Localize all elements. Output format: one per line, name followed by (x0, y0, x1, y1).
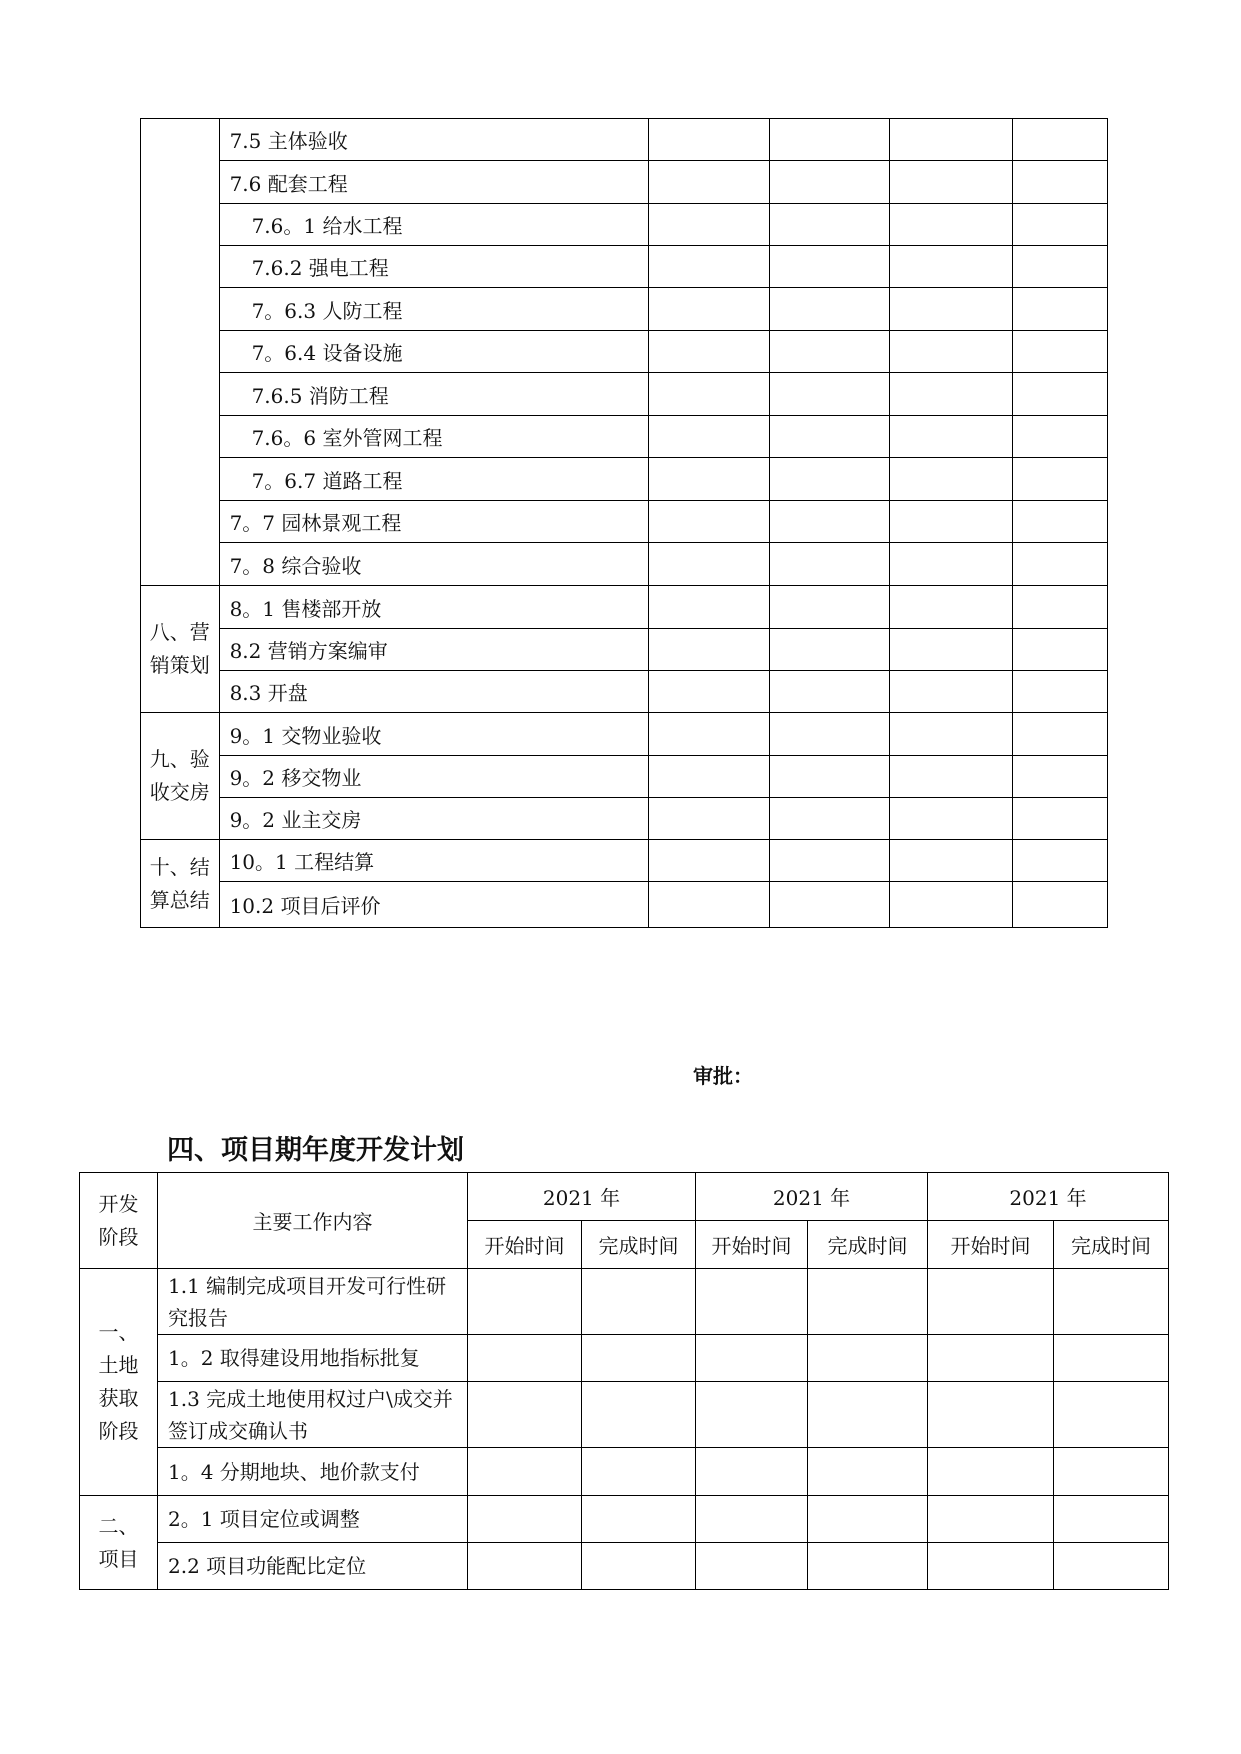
table-row (141, 543, 1108, 586)
work-item-cell: 8.3 开盘 (219, 671, 648, 713)
stage-cell: 九、验收交房 (141, 713, 220, 840)
date-cell (769, 119, 890, 161)
stage-cell: 八、营销策划 (141, 586, 220, 713)
schedule-table-continued (140, 118, 1108, 928)
table-row (141, 458, 1108, 501)
date-cell (696, 1448, 808, 1496)
table-row (141, 671, 1108, 713)
date-cell (890, 416, 1013, 458)
date-cell (468, 1448, 582, 1496)
date-cell (890, 671, 1013, 713)
date-cell (890, 119, 1013, 161)
date-cell (890, 798, 1013, 840)
table-row (80, 1269, 1169, 1335)
date-cell (808, 1448, 928, 1496)
work-item-cell: 2。1 项目定位或调整 (158, 1496, 468, 1543)
table-row (141, 331, 1108, 373)
date-cell (648, 288, 769, 331)
work-item-cell: 8。1 售楼部开放 (219, 586, 648, 629)
date-cell (808, 1382, 928, 1448)
date-cell (648, 373, 769, 416)
date-cell (1013, 331, 1108, 373)
year-header: 2021 年 (928, 1173, 1169, 1221)
work-item-cell: 7.6。1 给水工程 (219, 204, 648, 246)
table-row (141, 586, 1108, 629)
date-cell (1054, 1496, 1169, 1543)
table-row (141, 713, 1108, 756)
date-cell (769, 756, 890, 798)
table-row (80, 1496, 1169, 1543)
date-cell (582, 1496, 696, 1543)
date-cell (648, 246, 769, 288)
date-cell (648, 161, 769, 204)
stage-cell (141, 119, 220, 586)
work-item-cell: 7。6.7 道路工程 (219, 458, 648, 501)
date-cell (808, 1335, 928, 1382)
date-cell (769, 629, 890, 671)
date-cell (582, 1543, 696, 1590)
date-cell (890, 756, 1013, 798)
start-time-header: 开始时间 (696, 1221, 808, 1269)
table-row (80, 1382, 1169, 1448)
date-cell (468, 1543, 582, 1590)
work-item-cell: 7.6.2 强电工程 (219, 246, 648, 288)
date-cell (1013, 882, 1108, 928)
date-cell (1013, 161, 1108, 204)
work-item-cell: 8.2 营销方案编审 (219, 629, 648, 671)
work-item-cell: 9。2 业主交房 (219, 798, 648, 840)
end-time-header: 完成时间 (808, 1221, 928, 1269)
date-cell (648, 671, 769, 713)
date-cell (928, 1496, 1054, 1543)
date-cell (890, 373, 1013, 416)
date-cell (696, 1335, 808, 1382)
stage-header: 开发阶段 (80, 1173, 158, 1269)
end-time-header: 完成时间 (1054, 1221, 1169, 1269)
stage-cell: 一、土地获取阶段 (80, 1269, 158, 1496)
date-cell (808, 1496, 928, 1543)
date-cell (808, 1269, 928, 1335)
date-cell (1054, 1543, 1169, 1590)
date-cell (1013, 586, 1108, 629)
date-cell (648, 458, 769, 501)
work-item-cell: 7.6.5 消防工程 (219, 373, 648, 416)
table-row (141, 501, 1108, 543)
end-time-header: 完成时间 (582, 1221, 696, 1269)
date-cell (769, 713, 890, 756)
date-cell (648, 713, 769, 756)
date-cell (696, 1543, 808, 1590)
work-item-cell: 7.6。6 室外管网工程 (219, 416, 648, 458)
work-item-cell: 7。7 园林景观工程 (219, 501, 648, 543)
content-header: 主要工作内容 (158, 1173, 468, 1269)
work-item-cell: 9。1 交物业验收 (219, 713, 648, 756)
date-cell (769, 161, 890, 204)
work-item-cell: 9。2 移交物业 (219, 756, 648, 798)
table-row (141, 288, 1108, 331)
date-cell (696, 1382, 808, 1448)
date-cell (1013, 119, 1108, 161)
start-time-header: 开始时间 (468, 1221, 582, 1269)
date-cell (1013, 373, 1108, 416)
table-row (80, 1448, 1169, 1496)
stage-cell: 二、项目 (80, 1496, 158, 1590)
work-item-cell: 1。4 分期地块、地价款支付 (158, 1448, 468, 1496)
date-cell (582, 1448, 696, 1496)
annual-development-plan-table (79, 1172, 1169, 1590)
date-cell (928, 1448, 1054, 1496)
date-cell (468, 1335, 582, 1382)
date-cell (648, 416, 769, 458)
work-item-cell: 1.1 编制完成项目开发可行性研究报告 (158, 1269, 468, 1335)
date-cell (769, 798, 890, 840)
date-cell (928, 1543, 1054, 1590)
date-cell (890, 501, 1013, 543)
date-cell (1054, 1448, 1169, 1496)
approval-label: 审批： (693, 1064, 753, 1088)
date-cell (769, 586, 890, 629)
work-item-cell: 1.3 完成土地使用权过户\成交并签订成交确认书 (158, 1382, 468, 1448)
date-cell (769, 671, 890, 713)
date-cell (890, 288, 1013, 331)
work-item-cell: 7.5 主体验收 (219, 119, 648, 161)
work-item-cell: 10.2 项目后评价 (219, 882, 648, 928)
date-cell (890, 840, 1013, 882)
date-cell (769, 416, 890, 458)
date-cell (890, 882, 1013, 928)
work-item-cell: 7。6.3 人防工程 (219, 288, 648, 331)
date-cell (890, 331, 1013, 373)
date-cell (890, 629, 1013, 671)
date-cell (890, 246, 1013, 288)
date-cell (1013, 713, 1108, 756)
date-cell (890, 204, 1013, 246)
date-cell (890, 713, 1013, 756)
date-cell (890, 543, 1013, 586)
work-item-cell: 7。6.4 设备设施 (219, 331, 648, 373)
date-cell (1013, 798, 1108, 840)
date-cell (468, 1382, 582, 1448)
year-header: 2021 年 (696, 1173, 928, 1221)
date-cell (648, 543, 769, 586)
date-cell (648, 882, 769, 928)
date-cell (1013, 756, 1108, 798)
date-cell (648, 798, 769, 840)
table-row (141, 840, 1108, 882)
date-cell (890, 161, 1013, 204)
date-cell (1013, 840, 1108, 882)
date-cell (769, 882, 890, 928)
date-cell (1054, 1382, 1169, 1448)
date-cell (1013, 501, 1108, 543)
table-row (141, 798, 1108, 840)
date-cell (928, 1269, 1054, 1335)
work-item-cell: 7.6 配套工程 (219, 161, 648, 204)
date-cell (648, 204, 769, 246)
date-cell (696, 1269, 808, 1335)
date-cell (1013, 288, 1108, 331)
date-cell (769, 246, 890, 288)
date-cell (648, 629, 769, 671)
date-cell (582, 1382, 696, 1448)
section-title: 四、项目期年度开发计划 (167, 1135, 464, 1166)
date-cell (769, 331, 890, 373)
date-cell (1013, 543, 1108, 586)
table-row (141, 756, 1108, 798)
date-cell (696, 1496, 808, 1543)
table-row (80, 1543, 1169, 1590)
date-cell (1013, 416, 1108, 458)
date-cell (648, 119, 769, 161)
table-row (80, 1335, 1169, 1382)
date-cell (1013, 629, 1108, 671)
table-row (141, 882, 1108, 928)
work-item-cell: 7。8 综合验收 (219, 543, 648, 586)
date-cell (928, 1382, 1054, 1448)
date-cell (1054, 1335, 1169, 1382)
date-cell (769, 288, 890, 331)
date-cell (1013, 671, 1108, 713)
table-row (141, 246, 1108, 288)
date-cell (1013, 246, 1108, 288)
date-cell (1013, 458, 1108, 501)
date-cell (769, 501, 890, 543)
date-cell (769, 543, 890, 586)
work-item-cell: 2.2 项目功能配比定位 (158, 1543, 468, 1590)
header-row (80, 1173, 1169, 1221)
date-cell (648, 586, 769, 629)
date-cell (890, 586, 1013, 629)
stage-cell: 十、结算总结 (141, 840, 220, 928)
date-cell (648, 756, 769, 798)
date-cell (769, 458, 890, 501)
date-cell (928, 1335, 1054, 1382)
date-cell (890, 458, 1013, 501)
work-item-cell: 10。1 工程结算 (219, 840, 648, 882)
date-cell (648, 840, 769, 882)
date-cell (1013, 204, 1108, 246)
date-cell (1054, 1269, 1169, 1335)
start-time-header: 开始时间 (928, 1221, 1054, 1269)
table-row (141, 119, 1108, 161)
date-cell (648, 331, 769, 373)
table-row (141, 629, 1108, 671)
work-item-cell: 1。2 取得建设用地指标批复 (158, 1335, 468, 1382)
date-cell (808, 1543, 928, 1590)
date-cell (648, 501, 769, 543)
date-cell (769, 373, 890, 416)
date-cell (769, 204, 890, 246)
date-cell (769, 840, 890, 882)
year-header: 2021 年 (468, 1173, 696, 1221)
date-cell (468, 1269, 582, 1335)
date-cell (582, 1335, 696, 1382)
table-row (141, 416, 1108, 458)
table-row (141, 373, 1108, 416)
date-cell (582, 1269, 696, 1335)
table-row (141, 204, 1108, 246)
table-row (141, 161, 1108, 204)
date-cell (468, 1496, 582, 1543)
